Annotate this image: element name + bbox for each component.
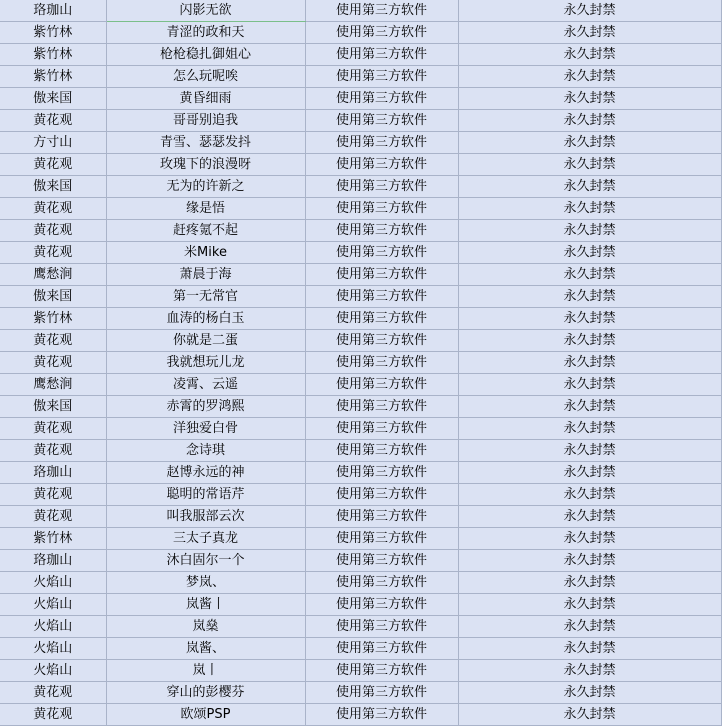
server-cell[interactable]: 紫竹林	[0, 44, 106, 66]
table-row	[0, 66, 721, 88]
table-row	[0, 242, 721, 264]
server-cell[interactable]: 黄花观	[0, 682, 106, 704]
penalty-cell[interactable]: 永久封禁	[458, 352, 721, 374]
server-cell[interactable]: 黄花观	[0, 484, 106, 506]
penalty-cell[interactable]: 永久封禁	[458, 110, 721, 132]
role-name-cell[interactable]: 玫瑰下的浪漫呀	[106, 154, 305, 176]
penalty-cell[interactable]: 永久封禁	[458, 132, 721, 154]
role-name-cell[interactable]: 凌霄、云遥	[106, 374, 305, 396]
table-row	[0, 594, 721, 616]
server-cell[interactable]: 火焰山	[0, 572, 106, 594]
reason-cell[interactable]: 使用第三方软件	[305, 44, 458, 66]
role-name-cell[interactable]: 岚丨	[106, 660, 305, 682]
server-cell[interactable]: 火焰山	[0, 638, 106, 660]
penalty-cell[interactable]: 永久封禁	[458, 418, 721, 440]
server-cell[interactable]: 黄花观	[0, 440, 106, 462]
table-row	[0, 572, 721, 594]
reason-cell[interactable]: 使用第三方软件	[305, 242, 458, 264]
reason-cell[interactable]: 使用第三方软件	[305, 198, 458, 220]
server-cell[interactable]: 珞珈山	[0, 550, 106, 572]
table-row	[0, 286, 721, 308]
table-row	[0, 440, 721, 462]
role-name-cell[interactable]: 枪枪稳扎御姐心	[106, 44, 305, 66]
table-row	[0, 396, 721, 418]
table-row	[0, 110, 721, 132]
reason-cell[interactable]: 使用第三方软件	[305, 154, 458, 176]
penalty-cell[interactable]: 永久封禁	[458, 484, 721, 506]
penalty-cell[interactable]: 永久封禁	[458, 374, 721, 396]
role-name-cell[interactable]: 岚燊	[106, 616, 305, 638]
reason-cell[interactable]: 使用第三方软件	[305, 352, 458, 374]
reason-cell[interactable]: 使用第三方软件	[305, 572, 458, 594]
role-name-cell[interactable]: 怎么玩呢唉	[106, 66, 305, 88]
role-name-cell[interactable]: 青雪、瑟瑟发抖	[106, 132, 305, 154]
server-cell[interactable]: 黄花观	[0, 330, 106, 352]
role-name-cell[interactable]: 青涩的政和天	[106, 22, 305, 44]
reason-cell[interactable]: 使用第三方软件	[305, 616, 458, 638]
penalty-cell[interactable]: 永久封禁	[458, 220, 721, 242]
server-cell[interactable]: 火焰山	[0, 660, 106, 682]
reason-cell[interactable]: 使用第三方软件	[305, 638, 458, 660]
reason-cell[interactable]: 使用第三方软件	[305, 418, 458, 440]
reason-cell[interactable]: 使用第三方软件	[305, 286, 458, 308]
role-name-cell[interactable]: 三太子真龙	[106, 528, 305, 550]
penalty-cell[interactable]: 永久封禁	[458, 22, 721, 44]
reason-cell[interactable]: 使用第三方软件	[305, 462, 458, 484]
table-row	[0, 198, 721, 220]
role-name-cell[interactable]: 缘是悟	[106, 198, 305, 220]
table-row	[0, 550, 721, 572]
server-cell[interactable]: 黄花观	[0, 154, 106, 176]
table-row	[0, 616, 721, 638]
server-cell[interactable]: 傲来国	[0, 88, 106, 110]
table-row	[0, 374, 721, 396]
penalty-cell[interactable]: 永久封禁	[458, 330, 721, 352]
role-name-cell[interactable]: 血涛的杨白玉	[106, 308, 305, 330]
table-row	[0, 638, 721, 660]
reason-cell[interactable]: 使用第三方软件	[305, 220, 458, 242]
penalty-cell[interactable]: 永久封禁	[458, 154, 721, 176]
penalty-cell[interactable]: 永久封禁	[458, 44, 721, 66]
table-row	[0, 22, 721, 44]
server-cell[interactable]: 珞珈山	[0, 0, 106, 22]
server-cell[interactable]: 黄花观	[0, 704, 106, 726]
role-name-cell[interactable]: 念诗琪	[106, 440, 305, 462]
table-row	[0, 484, 721, 506]
reason-cell[interactable]: 使用第三方软件	[305, 88, 458, 110]
role-name-cell[interactable]: 叫我服部云次	[106, 506, 305, 528]
reason-cell[interactable]: 使用第三方软件	[305, 528, 458, 550]
role-name-cell[interactable]: 聪明的常语芹	[106, 484, 305, 506]
table-row	[0, 44, 721, 66]
role-name-cell[interactable]: 岚酱丨	[106, 594, 305, 616]
role-name-cell[interactable]: 闪影无欲	[106, 0, 305, 22]
server-cell[interactable]: 傲来国	[0, 396, 106, 418]
reason-cell[interactable]: 使用第三方软件	[305, 594, 458, 616]
role-name-cell[interactable]: 哥哥别追我	[106, 110, 305, 132]
server-cell[interactable]: 黄花观	[0, 242, 106, 264]
table-row	[0, 660, 721, 682]
reason-cell[interactable]: 使用第三方软件	[305, 132, 458, 154]
role-name-cell[interactable]: 无为的许新之	[106, 176, 305, 198]
reason-cell[interactable]: 使用第三方软件	[305, 176, 458, 198]
table-row	[0, 418, 721, 440]
reason-cell[interactable]: 使用第三方软件	[305, 22, 458, 44]
table-row	[0, 0, 721, 22]
penalty-cell[interactable]: 永久封禁	[458, 264, 721, 286]
server-cell[interactable]: 珞珈山	[0, 462, 106, 484]
server-cell[interactable]: 方寸山	[0, 132, 106, 154]
server-cell[interactable]: 黄花观	[0, 110, 106, 132]
penalty-cell[interactable]: 永久封禁	[458, 308, 721, 330]
reason-cell[interactable]: 使用第三方软件	[305, 506, 458, 528]
penalty-cell[interactable]: 永久封禁	[458, 638, 721, 660]
role-name-cell[interactable]: 沐白固尔一个	[106, 550, 305, 572]
reason-cell[interactable]: 使用第三方软件	[305, 484, 458, 506]
role-name-cell[interactable]: 洋独爱白骨	[106, 418, 305, 440]
table-row	[0, 352, 721, 374]
table-row	[0, 682, 721, 704]
server-cell[interactable]: 傲来国	[0, 286, 106, 308]
server-cell[interactable]: 黄花观	[0, 352, 106, 374]
table-row	[0, 528, 721, 550]
reason-cell[interactable]: 使用第三方软件	[305, 0, 458, 22]
role-name-cell[interactable]: 米Mike	[106, 242, 305, 264]
reason-cell[interactable]: 使用第三方软件	[305, 264, 458, 286]
penalty-cell[interactable]: 永久封禁	[458, 286, 721, 308]
table-row	[0, 88, 721, 110]
penalty-cell[interactable]: 永久封禁	[458, 550, 721, 572]
reason-cell[interactable]: 使用第三方软件	[305, 682, 458, 704]
role-name-cell[interactable]: 赶疼氪不起	[106, 220, 305, 242]
table-row	[0, 176, 721, 198]
server-cell[interactable]: 火焰山	[0, 594, 106, 616]
penalty-cell[interactable]: 永久封禁	[458, 594, 721, 616]
table-row	[0, 154, 721, 176]
table-row	[0, 462, 721, 484]
table-row	[0, 506, 721, 528]
server-cell[interactable]: 黄花观	[0, 198, 106, 220]
server-cell[interactable]: 紫竹林	[0, 308, 106, 330]
penalty-cell[interactable]: 永久封禁	[458, 660, 721, 682]
reason-cell[interactable]: 使用第三方软件	[305, 374, 458, 396]
reason-cell[interactable]: 使用第三方软件	[305, 660, 458, 682]
table-row	[0, 220, 721, 242]
penalty-cell[interactable]: 永久封禁	[458, 176, 721, 198]
penalty-cell[interactable]: 永久封禁	[458, 66, 721, 88]
server-cell[interactable]: 黄花观	[0, 418, 106, 440]
role-name-cell[interactable]: 岚酱、	[106, 638, 305, 660]
role-name-cell[interactable]: 欧颂PSP	[106, 704, 305, 726]
role-name-cell[interactable]: 第一无常官	[106, 286, 305, 308]
reason-cell[interactable]: 使用第三方软件	[305, 440, 458, 462]
penalty-cell[interactable]: 永久封禁	[458, 198, 721, 220]
penalty-cell[interactable]: 永久封禁	[458, 528, 721, 550]
server-cell[interactable]: 黄花观	[0, 220, 106, 242]
reason-cell[interactable]: 使用第三方软件	[305, 308, 458, 330]
role-name-cell[interactable]: 穿山的彭樱芬	[106, 682, 305, 704]
penalty-cell[interactable]: 永久封禁	[458, 88, 721, 110]
role-name-cell[interactable]: 黄昏细雨	[106, 88, 305, 110]
role-name-cell[interactable]: 赵博永远的神	[106, 462, 305, 484]
role-name-cell[interactable]: 赤霄的罗鸿熙	[106, 396, 305, 418]
role-name-cell[interactable]: 梦岚、	[106, 572, 305, 594]
server-cell[interactable]: 鹰愁涧	[0, 374, 106, 396]
penalty-cell[interactable]: 永久封禁	[458, 704, 721, 726]
server-cell[interactable]: 傲来国	[0, 176, 106, 198]
reason-cell[interactable]: 使用第三方软件	[305, 66, 458, 88]
penalty-cell[interactable]: 永久封禁	[458, 616, 721, 638]
server-cell[interactable]: 黄花观	[0, 506, 106, 528]
penalty-cell[interactable]: 永久封禁	[458, 242, 721, 264]
penalty-cell[interactable]: 永久封禁	[458, 506, 721, 528]
role-name-cell[interactable]: 我就想玩儿龙	[106, 352, 305, 374]
penalty-cell[interactable]: 永久封禁	[458, 572, 721, 594]
reason-cell[interactable]: 使用第三方软件	[305, 330, 458, 352]
table-row	[0, 308, 721, 330]
server-cell[interactable]: 紫竹林	[0, 528, 106, 550]
penalty-cell[interactable]: 永久封禁	[458, 682, 721, 704]
table-row	[0, 330, 721, 352]
reason-cell[interactable]: 使用第三方软件	[305, 550, 458, 572]
penalty-cell[interactable]: 永久封禁	[458, 396, 721, 418]
server-cell[interactable]: 鹰愁涧	[0, 264, 106, 286]
reason-cell[interactable]: 使用第三方软件	[305, 396, 458, 418]
table-row	[0, 704, 721, 726]
penalty-cell[interactable]: 永久封禁	[458, 0, 721, 22]
role-name-cell[interactable]: 萧晨于海	[106, 264, 305, 286]
server-cell[interactable]: 紫竹林	[0, 66, 106, 88]
penalty-cell[interactable]: 永久封禁	[458, 462, 721, 484]
table-row	[0, 264, 721, 286]
reason-cell[interactable]: 使用第三方软件	[305, 110, 458, 132]
server-cell[interactable]: 紫竹林	[0, 22, 106, 44]
reason-cell[interactable]: 使用第三方软件	[305, 704, 458, 726]
table-row	[0, 132, 721, 154]
role-name-cell[interactable]: 你就是二蛋	[106, 330, 305, 352]
server-cell[interactable]: 火焰山	[0, 616, 106, 638]
penalty-cell[interactable]: 永久封禁	[458, 440, 721, 462]
